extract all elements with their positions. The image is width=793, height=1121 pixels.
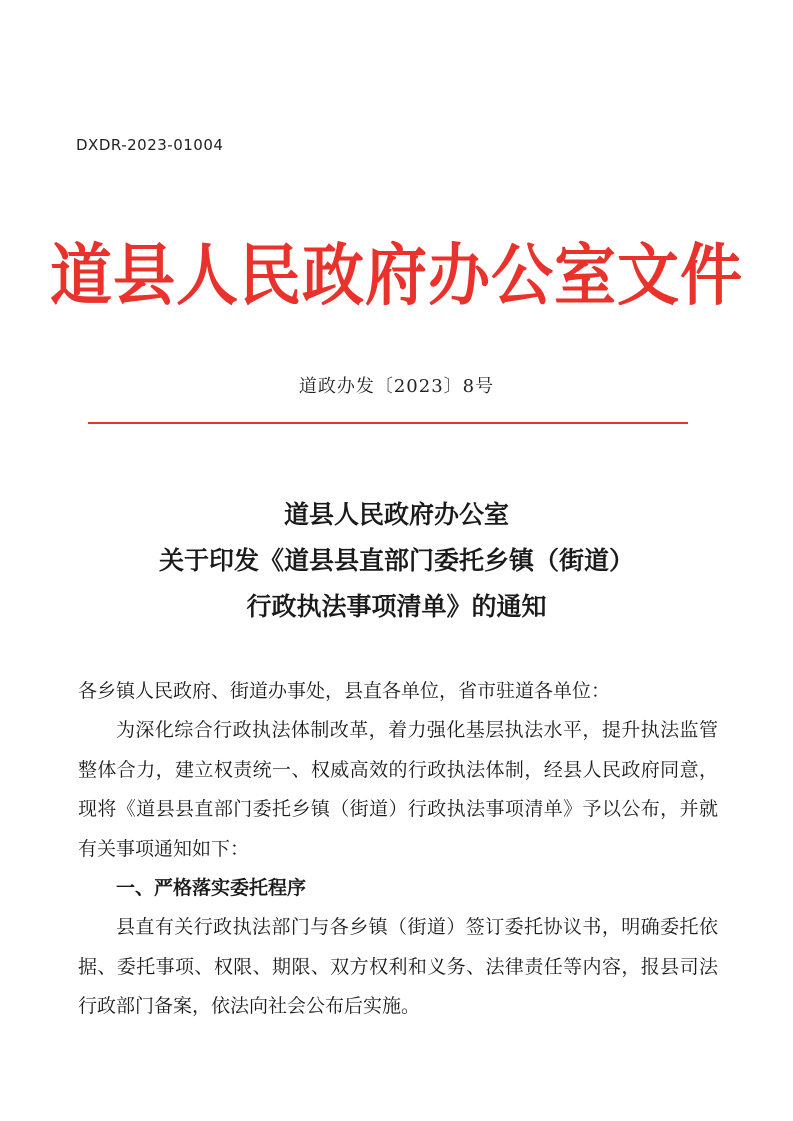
document-header-title: 道县人民政府办公室文件 <box>49 236 743 315</box>
body-paragraph-intro: 为深化综合行政执法体制改革，着力强化基层执法水平，提升执法监管整体合力，建立权责统一、权威高效的行政执法体制，经县人民政府同意，现将《道县县直部门委托乡镇（街道）行政执法事项清单》予以公布，并就有关事项通知如下： <box>78 719 718 860</box>
addressee-line: 各乡镇人民政府、街道办事处，县直各单位，省市驻道各单位： <box>78 680 611 702</box>
notice-title-line-1: 道县人民政府办公室 <box>283 500 509 529</box>
notice-title-line-3: 行政执法事项清单》的通知 <box>246 592 547 621</box>
notice-title-line-2: 关于印发《道县县直部门委托乡镇（街道） <box>158 546 634 575</box>
document-body <box>78 672 718 1027</box>
section-heading-1: 一、严格落实委托程序 <box>116 877 307 900</box>
document-number: 道政办发〔2023〕8号 <box>298 376 495 397</box>
section-1-paragraph: 县直有关行政执法部门与各乡镇（街道）签订委托协议书，明确委托依据、委托事项、权限、期限、双方权利和义务、法律责任等内容，报县司法行政部门备案，依法向社会公布后实施。 <box>78 916 718 1018</box>
document-code: DXDR-2023-01004 <box>76 136 224 154</box>
notice-title <box>0 492 793 630</box>
red-divider <box>88 422 688 424</box>
